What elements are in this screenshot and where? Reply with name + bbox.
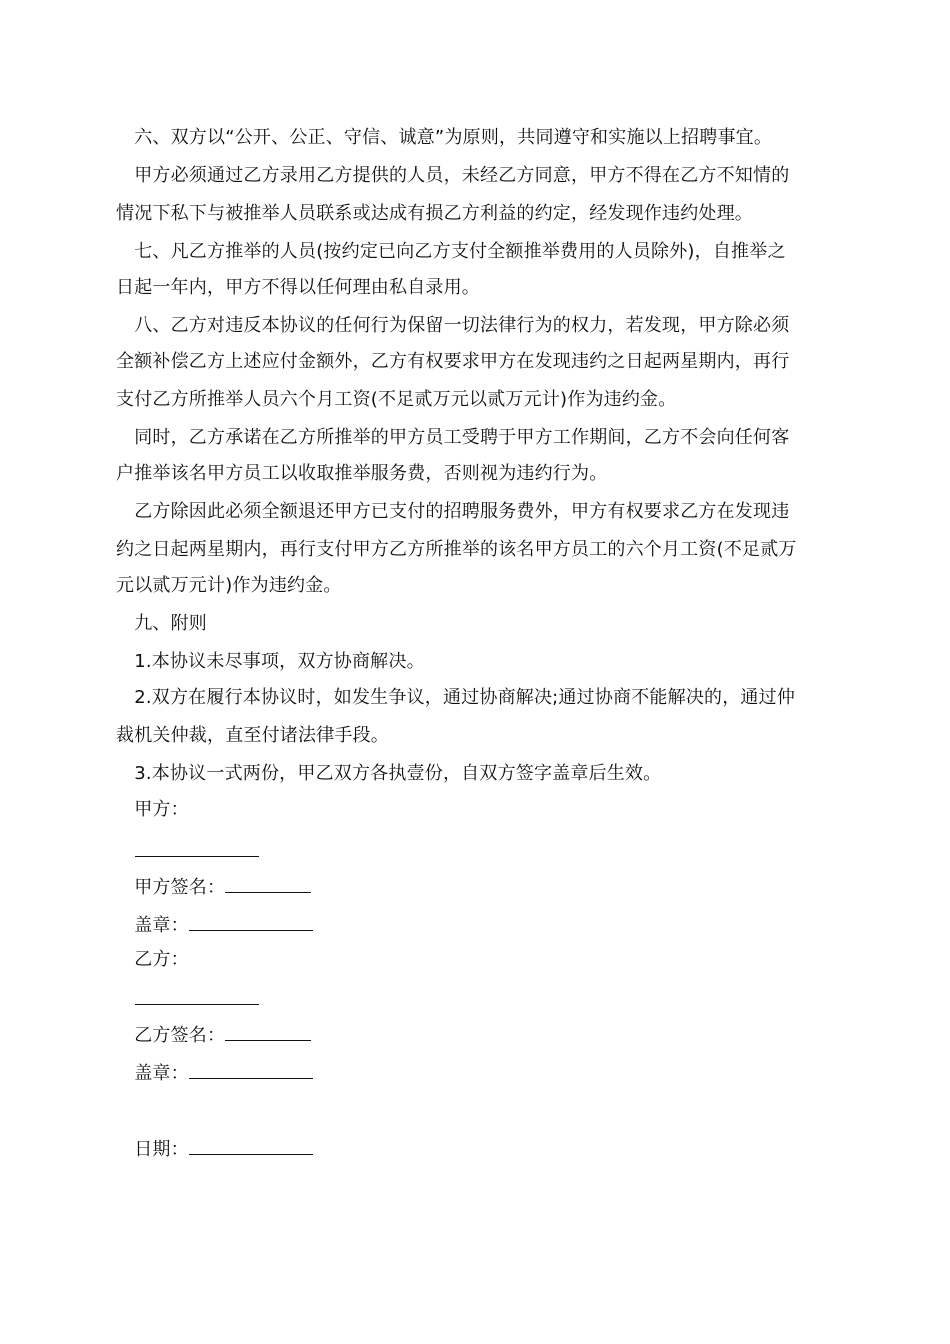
party-a-seal-row	[116, 912, 313, 938]
party-b-seal-blank	[189, 1060, 313, 1079]
paragraph-line: 元以贰万元计)作为违约金。	[116, 575, 342, 596]
paragraph-line: 六、双方以“公开、公正、守信、诚意”为原则，共同遵守和实施以上招聘事宜。	[116, 127, 773, 148]
paragraph-line: 七、凡乙方推举的人员(按约定已向乙方支付全额推举费用的人员除外)，自推举之	[116, 241, 786, 262]
party-a-sign-blank	[225, 874, 311, 893]
paragraph-line: 支付乙方所推举人员六个月工资(不足贰万元以贰万元计)作为违约金。	[116, 389, 677, 410]
paragraph-line: 裁机关仲裁，直至付诸法律手段。	[116, 725, 389, 746]
party-a-blank	[135, 856, 259, 857]
paragraph-line: 八、乙方对违反本协议的任何行为保留一切法律行为的权力，若发现，甲方除必须	[116, 315, 790, 336]
paragraph-line: 乙方除因此必须全额退还甲方已支付的招聘服务费外，甲方有权要求乙方在发现违	[116, 501, 790, 522]
party-a-sign-label: 甲方签名：	[116, 877, 226, 898]
date-blank	[189, 1136, 313, 1155]
date-row	[116, 1136, 313, 1162]
paragraph-line: 情况下私下与被推举人员联系或达成有损乙方利益的约定，经发现作违约处理。	[116, 203, 753, 224]
party-a-seal-blank	[189, 912, 313, 931]
date-label: 日期：	[116, 1139, 189, 1160]
paragraph-line: 户推举该名甲方员工以收取推举服务费，否则视为违约行为。	[116, 463, 608, 484]
party-b-label: 乙方：	[116, 949, 189, 970]
paragraph-line: 日起一年内，甲方不得以任何理由私自录用。	[116, 277, 480, 298]
party-a-sign-row	[116, 874, 311, 900]
paragraph-line: 1.本协议未尽事项，双方协商解决。	[116, 651, 425, 672]
paragraph-line: 3.本协议一式两份，甲乙双方各执壹份，自双方签字盖章后生效。	[116, 763, 662, 784]
party-b-blank	[135, 1004, 259, 1005]
party-a-seal-label: 盖章：	[116, 915, 189, 936]
party-b-sign-row	[116, 1022, 311, 1048]
paragraph-line: 全额补偿乙方上述应付金额外，乙方有权要求甲方在发现违约之日起两星期内，再行	[116, 351, 790, 372]
party-b-sign-blank	[225, 1022, 311, 1041]
party-a-label: 甲方：	[116, 799, 189, 820]
party-b-seal-row	[116, 1060, 313, 1086]
paragraph-line: 同时，乙方承诺在乙方所推举的甲方员工受聘于甲方工作期间，乙方不会向任何客	[116, 427, 790, 448]
party-b-sign-label: 乙方签名：	[116, 1025, 226, 1046]
paragraph-line: 2.双方在履行本协议时，如发生争议，通过协商解决;通过协商不能解决的，通过仲	[116, 687, 796, 708]
paragraph-line: 甲方必须通过乙方录用乙方提供的人员，未经乙方同意，甲方不得在乙方不知情的	[116, 165, 790, 186]
section-heading: 九、附则	[116, 613, 207, 634]
party-b-seal-label: 盖章：	[116, 1063, 189, 1084]
paragraph-line: 约之日起两星期内，再行支付甲方乙方所推举的该名甲方员工的六个月工资(不足贰万	[116, 539, 797, 560]
